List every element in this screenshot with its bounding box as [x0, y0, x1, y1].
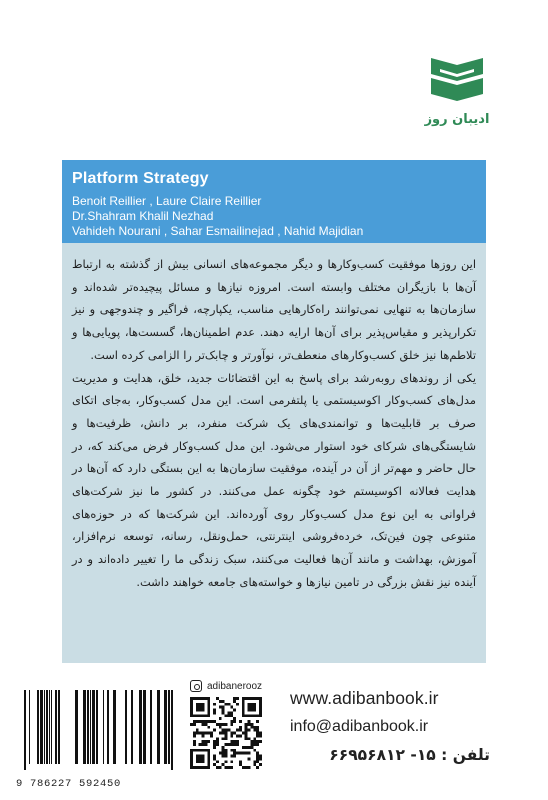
title-band — [62, 160, 486, 243]
website-link[interactable]: www.adibanbook.ir — [290, 688, 439, 708]
synopsis-paragraph-1: این روزها موفقیت کسب‌وکارها و دیگر مجموعه‌های انسانی بیش از گذشته به ارتباط آن‌ها با بازیگران مختلف وابسته است. امروزه نیازها و مسائل پیچیده‌تر شده‌اند و سازمان‌ها به تنهایی نمی‌توانند راه‌کارهایی مناسب، یکپارچه، فراگیر و چندوجهی و نیز تکرارپذیر و مقیاس‌پذیر برای آن‌ها ارایه دهند. عدم اطمینان‌ها، گسست‌ها، پویایی‌ها و تلاطم‌ها نیز خلق کسب‌وکارهای منعطف‌تر، نوآورتر و چابک‌تر را الزامی کرده است. — [72, 257, 476, 362]
qr-code-icon[interactable] — [190, 697, 262, 769]
instagram-handle[interactable] — [190, 680, 282, 692]
phone-number: تلفن : ۱۵- ۶۶۹۵۶۸۱۲ — [329, 746, 490, 764]
instagram-handle-text: adibanerooz — [207, 680, 263, 692]
synopsis-paragraph-2: یکی از روندهای روبه‌رشد برای پاسخ به این اقتضائات جدید، خلق، هدایت و مدیریت مدل‌های کسب‌وکار اکوسیستمی یا پلتفرمی است. این مدل کسب‌وکار، به‌جای اتکای صرف بر قابلیت‌ها و توانمندی‌های یک شرکت منفرد، بر دانش، ظرفیت‌ها و شایستگی‌های شرکای خود استوار می‌شود. این مدل کسب‌وکار فرض می‌کند که، در حال حاضر و مهم‌تر از آن در آینده، موفقیت سازمان‌ها به این بستگی دارد که آن‌ها در هدایت فعالانه اکوسیستم خود چگونه عمل می‌کنند. در کشور ما نیز شرکت‌های فراوانی به این نوع مدل کسب‌وکار روی آورده‌اند. این شرکت‌ها که در حوزه‌های متنوعی چون فین‌تک، خرده‌فروشی اینترنتی، حمل‌ونقل، رسانه، توسعه نرم‌افزار، آموزش، بهداشت و مانند آن‌ها فعالیت می‌کنند، سبک زندگی ما را تغییر داده‌اند و در آینده نیز نقش بزرگی در تامین نیازها و خواسته‌های جامعه خواهند داشت. — [72, 370, 476, 589]
qr-block — [190, 680, 282, 769]
synopsis-panel — [62, 243, 486, 663]
publisher-name: ادیبان روز — [424, 112, 490, 127]
editors-line: Vahideh Nourani , Sahar Esmailinejad , Nahid Majidian — [72, 224, 364, 238]
contact-block — [290, 688, 490, 764]
authors-line: Benoit Reillier , Laure Claire Reillier — [72, 194, 262, 208]
isbn-barcode — [20, 690, 177, 770]
publisher-logo — [418, 52, 496, 127]
instagram-icon — [190, 680, 202, 692]
email-link[interactable]: info@adibanbook.ir — [290, 718, 429, 735]
isbn-digits: 9 786227 592450 — [16, 778, 122, 790]
translator-line: Dr.Shahram Khalil Nezhad — [72, 209, 214, 223]
book-title: Platform Strategy — [72, 170, 209, 187]
open-book-chevron-icon — [427, 52, 487, 104]
